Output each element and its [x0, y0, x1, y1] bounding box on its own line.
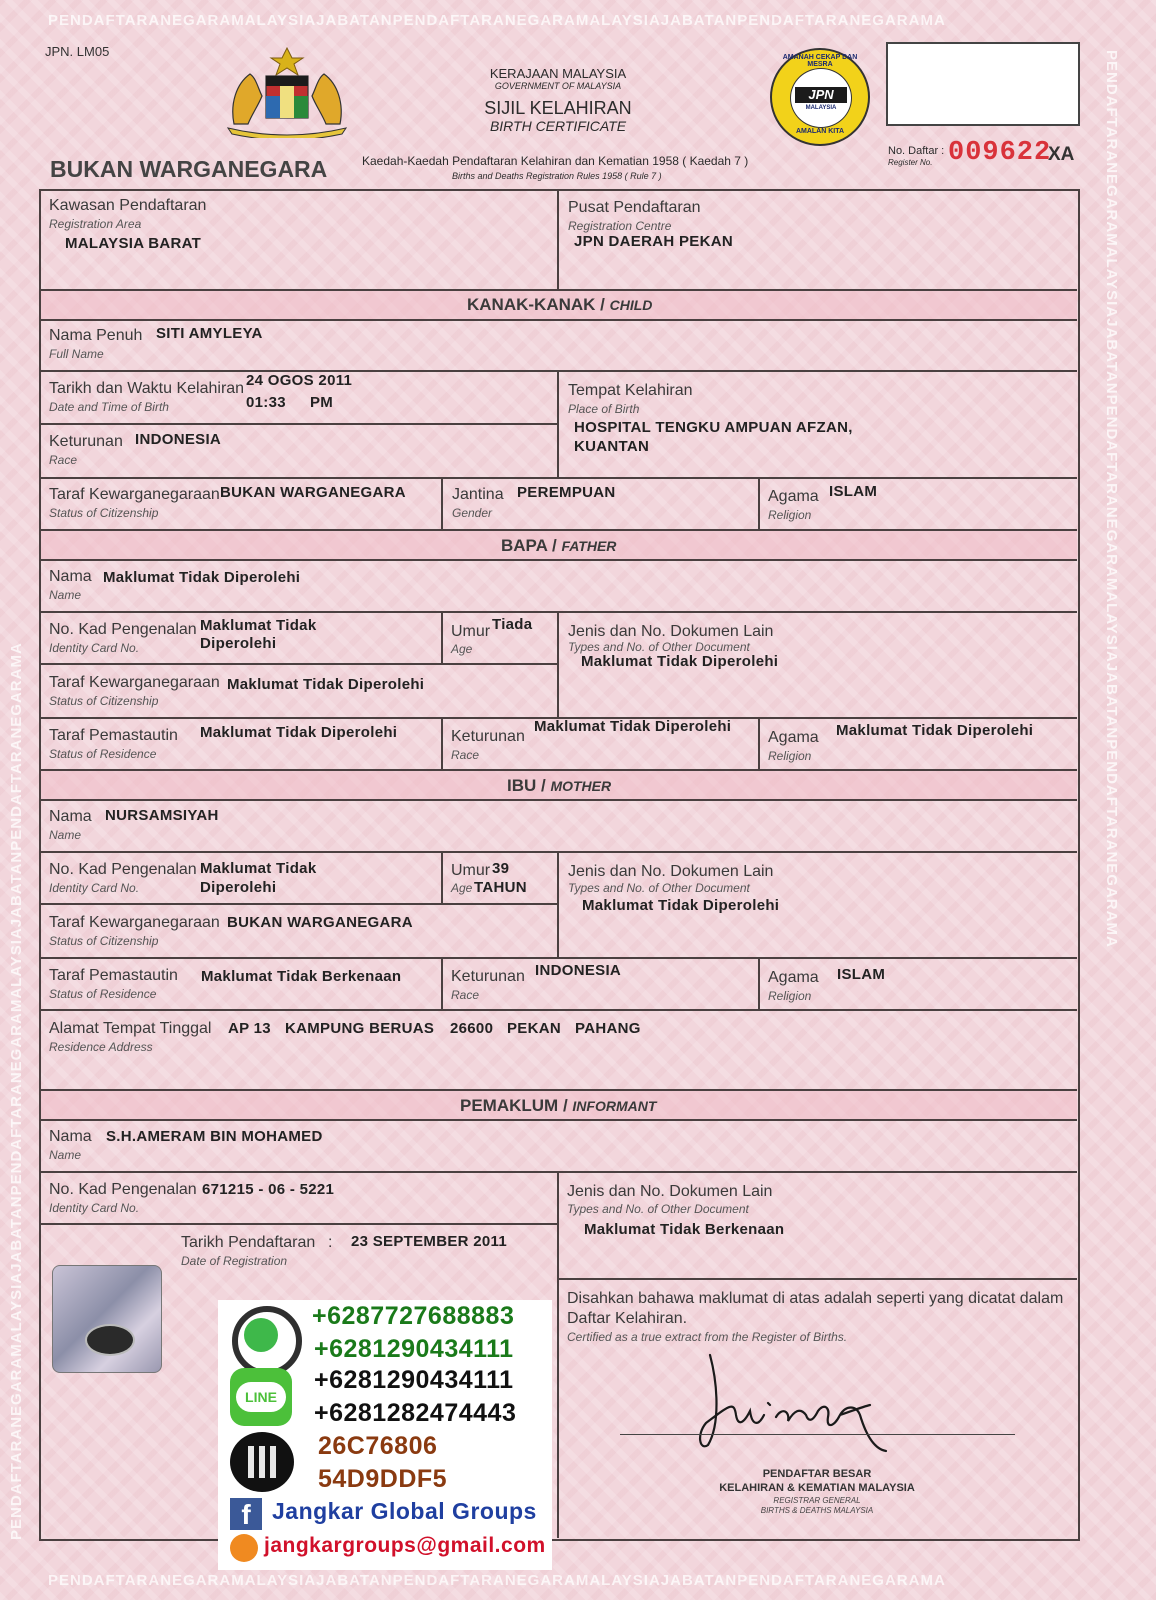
- rule: [40, 799, 1077, 801]
- rule: [40, 903, 558, 905]
- father-residence-label: Taraf Pemastautin: [49, 727, 178, 744]
- informant-heading: PEMAKLUM / INFORMANT: [460, 1096, 657, 1115]
- father-race: Maklumat Tidak Diperolehi: [534, 718, 732, 735]
- child-race-label-en: Race: [49, 453, 78, 467]
- govt-en: GOVERNMENT OF MALAYSIA: [494, 81, 622, 91]
- rule: [40, 769, 1077, 771]
- line-icon-bubble: LINE: [236, 1382, 286, 1412]
- jpn-logo-sub: MALAYSIA: [805, 105, 837, 111]
- mother-citizenship-label: Taraf Kewarganegaraan: [49, 914, 220, 931]
- mother-race: INDONESIA: [535, 962, 622, 979]
- father-citizenship-label-en: Status of Citizenship: [49, 694, 159, 708]
- mother-age: 39: [492, 860, 510, 877]
- child-citizenship-label: Taraf Kewarganegaraan: [49, 486, 220, 503]
- regdate-colon: :: [328, 1234, 333, 1251]
- mother-religion-label: Agama: [768, 969, 819, 986]
- child-name-label: Nama Penuh: [49, 327, 143, 344]
- rules-ms: Kaedah-Kaedah Pendaftaran Kelahiran dan Kematian 1958 ( Kaedah 7 ): [362, 154, 749, 168]
- centre-label: Pusat Pendaftaran: [568, 199, 701, 216]
- rule: [557, 370, 559, 478]
- rule: [40, 1009, 1077, 1011]
- jpn-logo-inner: [790, 68, 852, 128]
- dob-label-en: Date and Time of Birth: [49, 400, 169, 414]
- centre-label-en: Registration Centre: [568, 219, 672, 233]
- informant-otherdoc-label: Jenis dan No. Dokumen Lain: [567, 1183, 773, 1200]
- border-watermark-bottom: PENDAFTARANEGARAMALAYSIAJABATANPENDAFTARANEGARAMALAYSIAJABATANPENDAFTARANEGARAMA: [48, 1572, 946, 1589]
- address-label-en: Residence Address: [49, 1040, 153, 1054]
- informant-name: S.H.AMERAM BIN MOHAMED: [106, 1128, 323, 1145]
- email-address: jangkargroups@gmail.com: [264, 1534, 546, 1557]
- hologram-seal: [52, 1265, 162, 1373]
- jpn-logo: [770, 48, 870, 146]
- reg-no-label: No. Daftar :: [888, 145, 945, 157]
- pob-line1: HOSPITAL TENGKU AMPUAN AFZAN,: [574, 419, 853, 436]
- child-heading-en: CHILD: [609, 297, 653, 313]
- father-name: Maklumat Tidak Diperolehi: [103, 569, 301, 586]
- signer-line2: KELAHIRAN & KEMATIAN MALAYSIA: [719, 1482, 915, 1494]
- address-part-1: AP 13: [228, 1020, 271, 1037]
- child-heading-ms: KANAK-KANAK: [467, 295, 596, 314]
- mother-name-label: Nama: [49, 808, 92, 825]
- cert-text-line1: Disahkan bahawa maklumat di atas adalah seperti yang dicatat dalam: [567, 1290, 1064, 1307]
- informant-name-label: Nama: [49, 1128, 92, 1145]
- rule: [758, 477, 760, 530]
- gender-label: Jantina: [452, 486, 504, 503]
- father-otherdoc-label: Jenis dan No. Dokumen Lain: [568, 623, 774, 640]
- form-code: JPN. LM05: [45, 44, 110, 59]
- gender: PEREMPUAN: [517, 484, 616, 501]
- mother-heading-ms: IBU: [507, 776, 537, 795]
- facebook-icon: f: [230, 1498, 262, 1530]
- address-part-3: 26600: [450, 1020, 494, 1037]
- pob-label: Tempat Kelahiran: [568, 382, 693, 399]
- father-citizenship-label: Taraf Kewarganegaraan: [49, 674, 220, 691]
- dob-label: Tarikh dan Waktu Kelahiran: [49, 380, 245, 397]
- status-banner: BUKAN WARGANEGARA: [50, 156, 328, 182]
- whatsapp-number-2: +6281290434111: [314, 1335, 514, 1363]
- rule: [40, 319, 1077, 321]
- line-number-1: +6281290434111: [314, 1366, 514, 1394]
- mother-age-unit: TAHUN: [474, 879, 527, 896]
- father-name-label: Nama: [49, 568, 92, 585]
- father-age-label-en: Age: [451, 642, 473, 656]
- informant-ic-label: No. Kad Pengenalan: [49, 1181, 197, 1198]
- regdate-label: Tarikh Pendaftaran: [181, 1234, 316, 1251]
- mother-citizenship-label-en: Status of Citizenship: [49, 934, 159, 948]
- cert-text-line2: Daftar Kelahiran.: [567, 1310, 688, 1327]
- jpn-logo-text: JPN: [795, 87, 847, 103]
- mother-otherdoc-label-en: Types and No. of Other Document: [568, 881, 750, 895]
- informant-otherdoc: Maklumat Tidak Berkenaan: [584, 1221, 785, 1238]
- mother-residence-label-en: Status of Residence: [49, 987, 157, 1001]
- father-name-label-en: Name: [49, 588, 82, 602]
- mother-age-label-en: Age: [451, 881, 473, 895]
- father-otherdoc-label-en: Types and No. of Other Document: [568, 640, 750, 654]
- informant-ic: 671215 - 06 - 5221: [202, 1181, 335, 1198]
- father-otherdoc: Maklumat Tidak Diperolehi: [581, 653, 779, 670]
- child-citizenship-label-en: Status of Citizenship: [49, 506, 159, 520]
- area-label: Kawasan Pendaftaran: [49, 197, 207, 214]
- border-watermark-right: PENDAFTARANEGARAMALAYSIAJABATANPENDAFTARANEGARAMALAYSIAJABATANPENDAFTARANEGARAMA: [1103, 50, 1120, 948]
- rule: [557, 611, 559, 718]
- rule: [40, 423, 558, 425]
- rule: [441, 717, 443, 770]
- pob-line2: KUANTAN: [574, 438, 650, 455]
- child-citizenship: BUKAN WARGANEGARA: [220, 484, 406, 501]
- child-name-label-en: Full Name: [49, 347, 104, 361]
- bbm-pin-1: 26C76806: [318, 1432, 438, 1460]
- rule: [758, 957, 760, 1010]
- father-race-label: Keturunan: [451, 728, 525, 745]
- dob-date: 24 OGOS 2011: [246, 372, 353, 389]
- rule: [40, 663, 558, 665]
- rule: [557, 189, 559, 290]
- informant-name-label-en: Name: [49, 1148, 82, 1162]
- registrar-signature: [690, 1345, 910, 1455]
- mother-race-label-en: Race: [451, 988, 480, 1002]
- mother-ic-label-en: Identity Card No.: [49, 881, 140, 895]
- informant-ic-label-en: Identity Card No.: [49, 1201, 140, 1215]
- father-race-label-en: Race: [451, 748, 480, 762]
- border-watermark-top: PENDAFTARANEGARAMALAYSIAJABATANPENDAFTARANEGARAMALAYSIAJABATANPENDAFTARANEGARAMA: [48, 12, 946, 29]
- line-number-2: +6281282474443: [314, 1399, 517, 1427]
- mother-heading-en: MOTHER: [550, 778, 612, 794]
- father-ic-label: No. Kad Pengenalan: [49, 621, 197, 638]
- rule: [558, 1278, 1077, 1280]
- email-icon: [230, 1534, 258, 1562]
- rule: [441, 611, 443, 664]
- child-religion-label-en: Religion: [768, 508, 812, 522]
- father-residence-label-en: Status of Residence: [49, 747, 157, 761]
- mother-name: NURSAMSIYAH: [105, 807, 219, 824]
- mother-religion: ISLAM: [837, 966, 886, 983]
- rule: [40, 1223, 558, 1225]
- mother-religion-label-en: Religion: [768, 989, 812, 1003]
- mother-ic-line2: Diperolehi: [200, 879, 277, 896]
- title-ms: SIJIL KELAHIRAN: [484, 98, 632, 118]
- contact-advert: [218, 1300, 552, 1570]
- whatsapp-number-1: +6287727688883: [312, 1302, 515, 1330]
- child-heading: KANAK-KANAK / CHILD: [467, 295, 653, 314]
- mother-name-label-en: Name: [49, 828, 82, 842]
- address-part-5: PAHANG: [575, 1020, 641, 1037]
- pob-label-en: Place of Birth: [568, 402, 640, 416]
- regdate: 23 SEPTEMBER 2011: [351, 1233, 508, 1250]
- mother-heading: IBU / MOTHER: [507, 776, 612, 795]
- informant-heading-en: INFORMANT: [572, 1098, 657, 1114]
- father-religion-label: Agama: [768, 729, 819, 746]
- reg-no: 009622: [948, 138, 1052, 168]
- mother-residence-label: Taraf Pemastautin: [49, 967, 178, 984]
- father-religion-label-en: Religion: [768, 749, 812, 763]
- rule: [40, 1119, 1077, 1121]
- hologram-jpn-mark: [85, 1324, 135, 1356]
- address-part-2: KAMPUNG BERUAS: [285, 1020, 435, 1037]
- rule: [40, 559, 1077, 561]
- dob-ampm: PM: [310, 394, 334, 411]
- father-ic-line2: Diperolehi: [200, 635, 277, 652]
- mother-ic-label: No. Kad Pengenalan: [49, 861, 197, 878]
- rule: [40, 1089, 1077, 1091]
- rule: [441, 477, 443, 530]
- child-race-label: Keturunan: [49, 433, 123, 450]
- mother-race-label: Keturunan: [451, 968, 525, 985]
- blank-box: [886, 42, 1080, 126]
- mother-ic-line1: Maklumat Tidak: [200, 860, 317, 877]
- reg-no-label-en: Register No.: [888, 158, 933, 167]
- father-religion: Maklumat Tidak Diperolehi: [836, 722, 1034, 739]
- father-citizenship: Maklumat Tidak Diperolehi: [227, 676, 425, 693]
- whatsapp-icon-inner: [244, 1318, 278, 1352]
- govt-ms: KERAJAAN MALAYSIA: [489, 66, 627, 81]
- centre-value: JPN DAERAH PEKAN: [574, 233, 733, 250]
- mother-otherdoc: Maklumat Tidak Diperolehi: [582, 897, 780, 914]
- address-part-4: PEKAN: [507, 1020, 562, 1037]
- rule: [758, 717, 760, 770]
- mother-otherdoc-label: Jenis dan No. Dokumen Lain: [568, 863, 774, 880]
- bbm-pin-2: 54D9DDF5: [318, 1465, 448, 1493]
- gender-label-en: Gender: [452, 506, 493, 520]
- jpn-logo-ring-bottom: AMALAN KITA: [795, 128, 845, 135]
- rule: [441, 851, 443, 904]
- facebook-name: Jangkar Global Groups: [272, 1498, 537, 1524]
- rules-en: Births and Deaths Registration Rules 1958 ( Rule 7 ): [452, 171, 662, 181]
- signer-line4: BIRTHS & DEATHS MALAYSIA: [760, 1506, 874, 1515]
- father-ic-label-en: Identity Card No.: [49, 641, 140, 655]
- address-label: Alamat Tempat Tinggal: [49, 1020, 212, 1037]
- cert-text-en: Certified as a true extract from the Register of Births.: [567, 1330, 848, 1344]
- father-age: Tiada: [492, 616, 533, 633]
- informant-otherdoc-label-en: Types and No. of Other Document: [567, 1202, 749, 1216]
- line-icon: [230, 1368, 292, 1426]
- rule: [441, 957, 443, 1010]
- reg-no-suffix: XA: [1048, 144, 1075, 165]
- rule: [557, 1171, 559, 1538]
- informant-heading-ms: PEMAKLUM: [460, 1096, 559, 1115]
- signer-line3: REGISTRAR GENERAL: [773, 1496, 861, 1505]
- coat-of-arms-emblem: [222, 44, 352, 138]
- father-age-label: Umur: [451, 623, 491, 640]
- regdate-label-en: Date of Registration: [181, 1254, 288, 1268]
- signature-line: [620, 1434, 1015, 1435]
- jpn-logo-ring-top: AMANAH CEKAP DAN MESRA: [782, 54, 858, 68]
- mother-residence: Maklumat Tidak Berkenaan: [201, 968, 402, 985]
- area-value: MALAYSIA BARAT: [65, 235, 202, 252]
- child-religion: ISLAM: [829, 483, 878, 500]
- child-name: SITI AMYLEYA: [156, 325, 263, 342]
- father-ic-line1: Maklumat Tidak: [200, 617, 317, 634]
- rule: [40, 529, 1077, 531]
- dob-time: 01:33: [246, 394, 286, 411]
- blackberry-messenger-icon: [230, 1432, 294, 1492]
- whatsapp-icon: [232, 1306, 302, 1376]
- signer-line1: PENDAFTAR BESAR: [762, 1468, 872, 1480]
- rule: [557, 851, 559, 958]
- area-label-en: Registration Area: [49, 217, 142, 231]
- father-heading-en: FATHER: [561, 538, 617, 554]
- father-heading: BAPA / FATHER: [501, 536, 617, 555]
- father-heading-ms: BAPA: [501, 536, 548, 555]
- border-watermark-left: PENDAFTARANEGARAMALAYSIAJABATANPENDAFTARANEGARAMALAYSIAJABATANPENDAFTARANEGARAMA: [8, 642, 25, 1540]
- child-religion-label: Agama: [768, 488, 819, 505]
- mother-age-label: Umur: [451, 862, 491, 879]
- mother-citizenship: BUKAN WARGANEGARA: [227, 914, 413, 931]
- bbm-dots: [248, 1446, 276, 1478]
- title-en: BIRTH CERTIFICATE: [489, 118, 627, 134]
- father-residence: Maklumat Tidak Diperolehi: [200, 724, 398, 741]
- child-race: INDONESIA: [135, 431, 222, 448]
